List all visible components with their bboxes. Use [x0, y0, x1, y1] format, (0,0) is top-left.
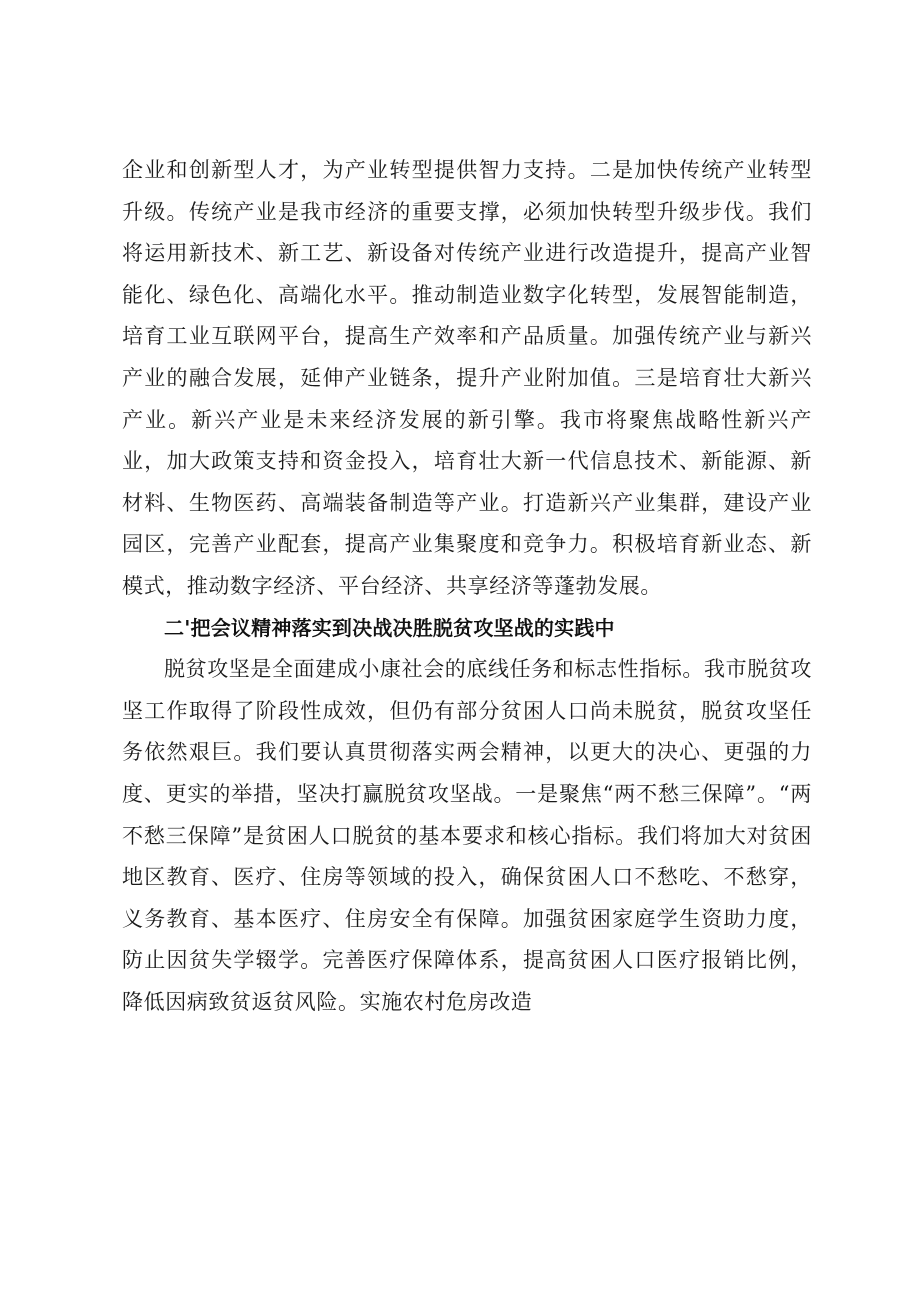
body-paragraph-2: 脱贫攻坚是全面建成小康社会的底线任务和标志性指标。我市脱贫攻坚工作取得了阶段性成效，但仍有部分贫困人口尚未脱贫，脱贫攻坚任务依然艰巨。我们要认真贯彻落实两会精神，以更大的决心、更强的力度、更实的举措，坚决打赢脱贫攻坚战。一是聚焦“两不愁三保障”。“两不愁三保障”是贫困人口脱贫的基本要求和核心指标。我们将加大对贫困地区教育、医疗、住房等领域的投入，确保贫困人口不愁吃、不愁穿，义务教育、基本医疗、住房安全有保障。加强贫困家庭学生资助力度，防止因贫失学辍学。完善医疗保障体系，提高贫困人口医疗报销比例，降低因病致贫返贫风险。实施农村危房改造: [122, 657, 812, 1014]
document-body: [122, 150, 812, 1023]
section-heading: 二'把会议精神落实到决战决胜脱贫攻坚战的实践中: [164, 615, 615, 640]
body-paragraph-1: 企业和创新型人才，为产业转型提供智力支持。二是加快传统产业转型升级。传统产业是我市经济的重要支撑，必须加快转型升级步伐。我们将运用新技术、新工艺、新设备对传统产业进行改造提升，提高产业智能化、绿色化、高端化水平。推动制造业数字化转型，发展智能制造，培育工业互联网平台，提高生产效率和产品质量。加强传统产业与新兴产业的融合发展，延伸产业链条，提升产业附加值。三是培育壮大新兴产业。新兴产业是未来经济发展的新引擎。我市将聚焦战略性新兴产业，加大政策支持和资金投入，培育壮大新一代信息技术、新能源、新材料、生物医药、高端装备制造等产业。打造新兴产业集群，建设产业园区，完善产业配套，提高产业集聚度和竞争力。积极培育新业态、新模式，推动数字经济、平台经济、共享经济等蓬勃发展。: [122, 158, 812, 598]
